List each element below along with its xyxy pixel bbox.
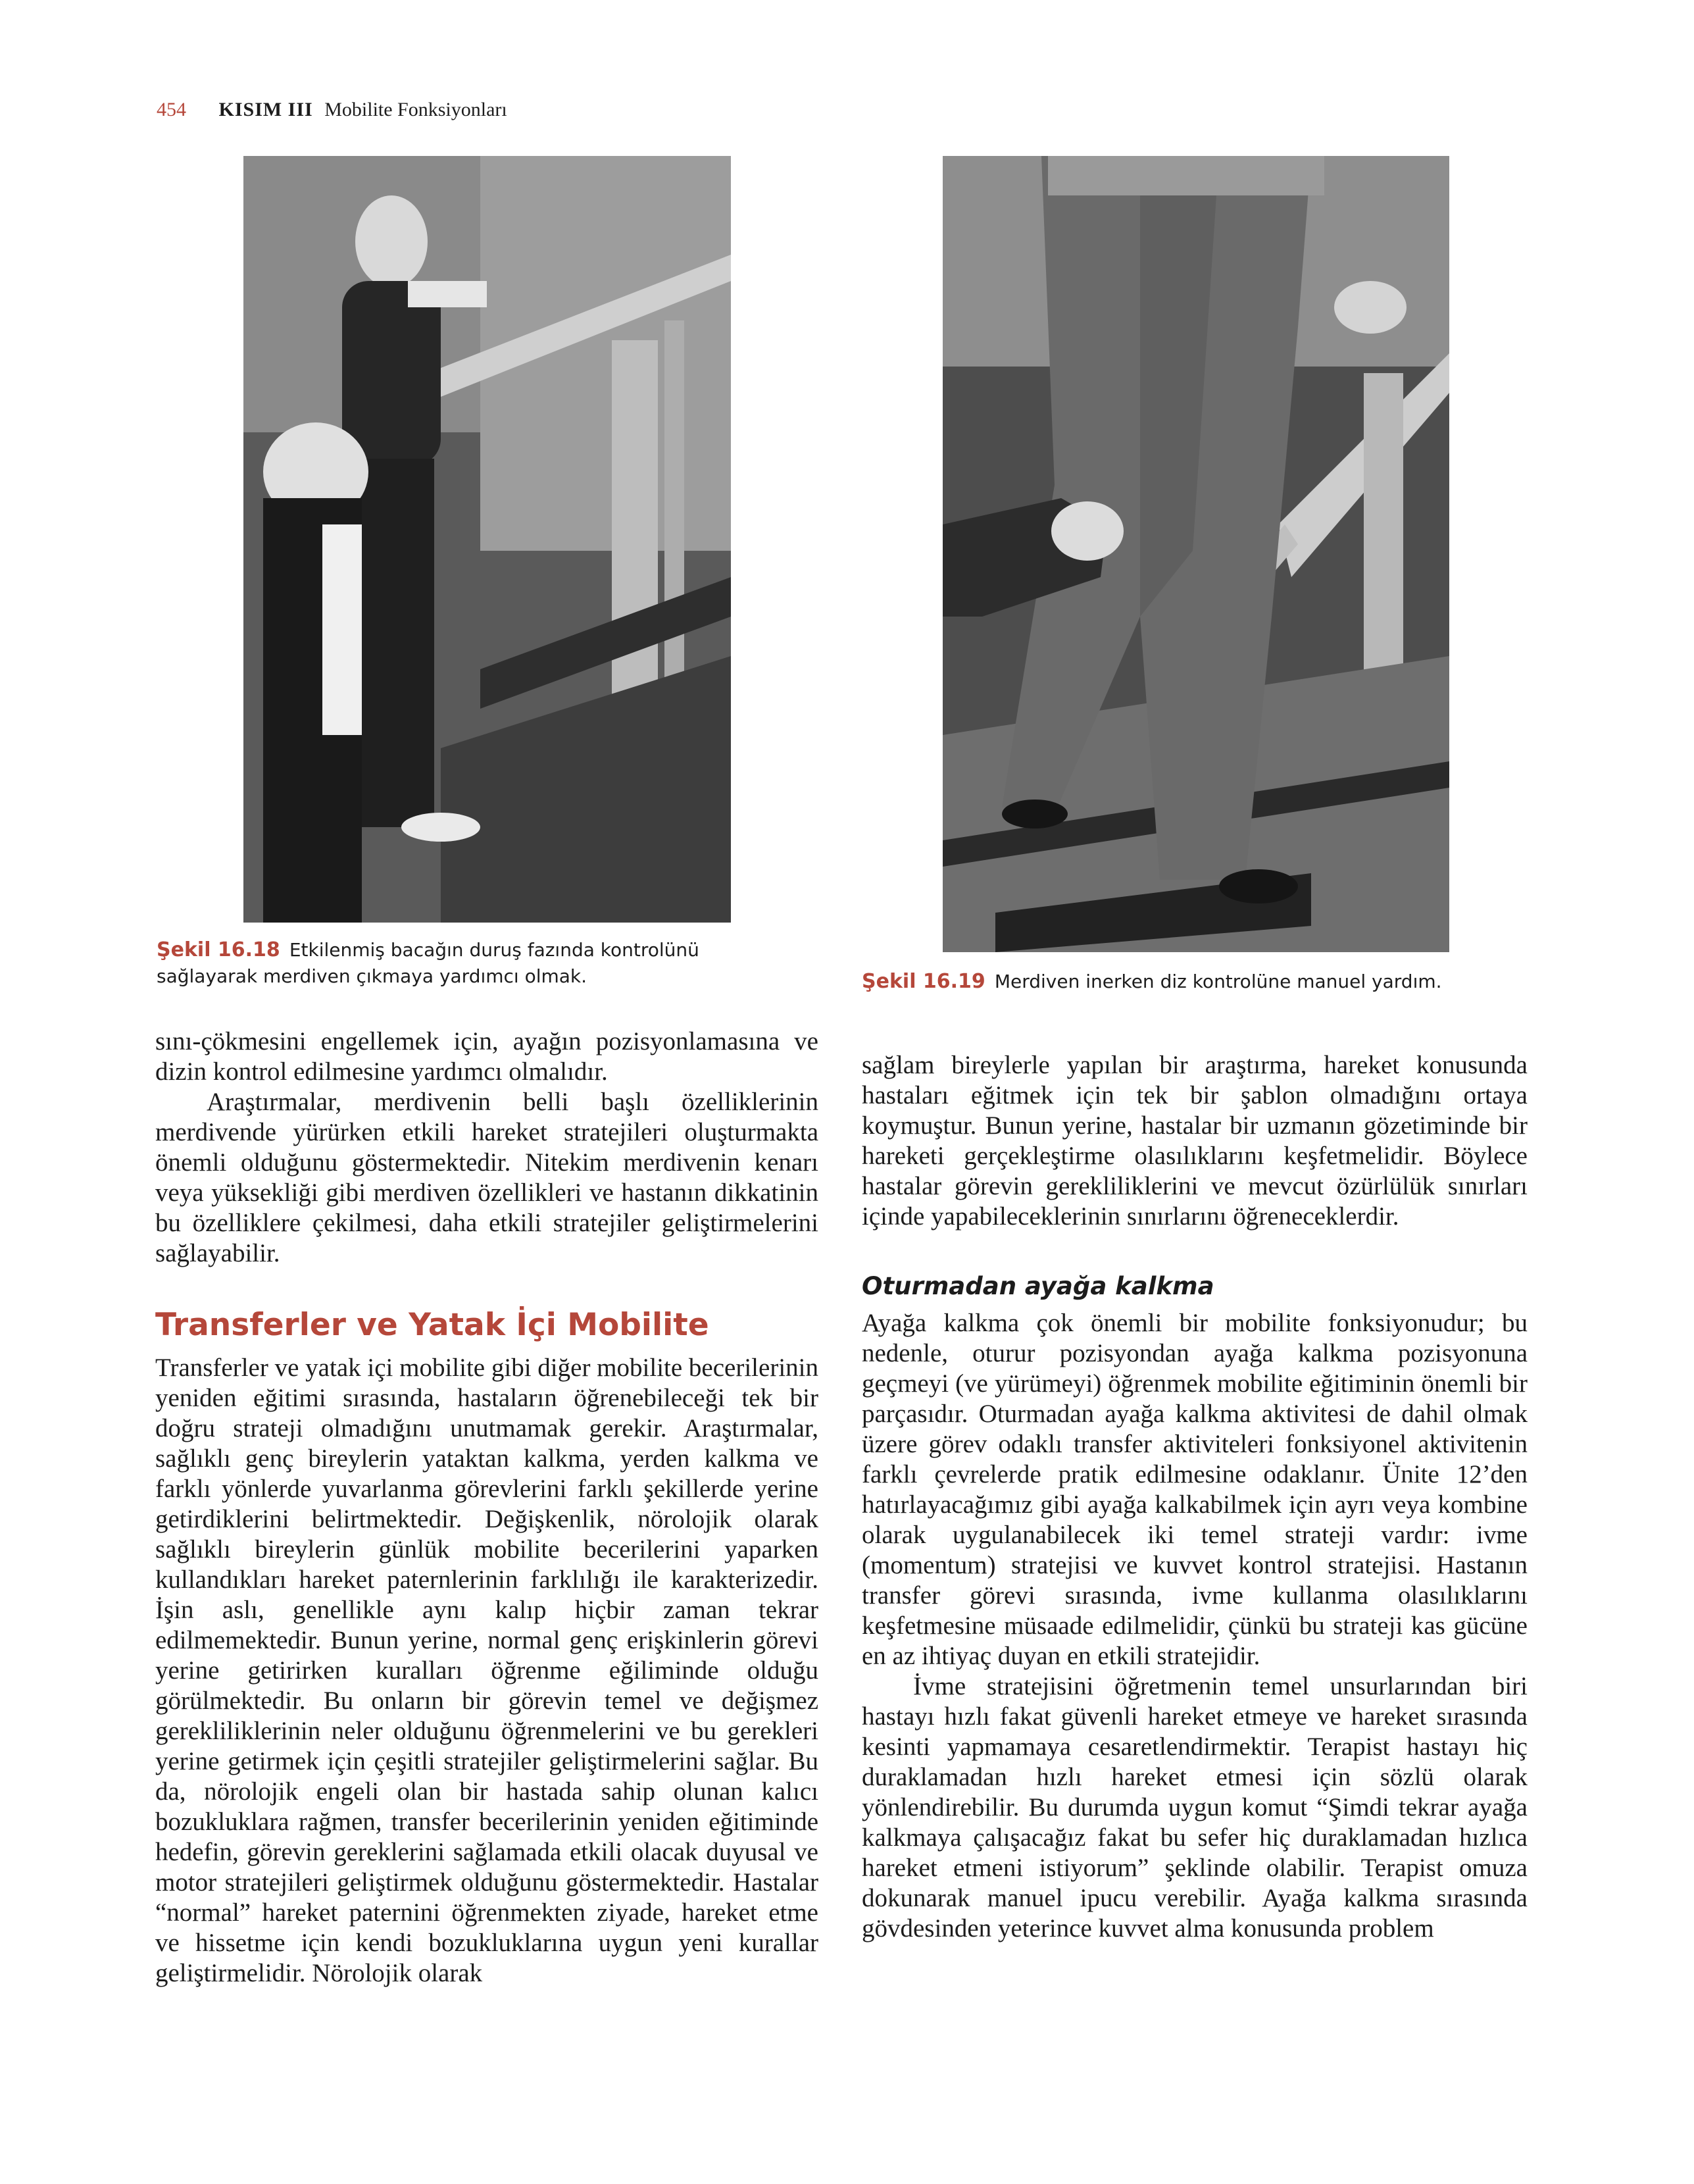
paragraph: Araştırmalar, merdivenin belli başlı özelliklerinin merdivende yürürken etkili hareket stratejileri oluşturmakta önemli olduğunu göstermektedir. Nitekim merdivenin kenarı veya yüksekliği gibi merdiven özellikleri ve hastanın dikkatinin bu özelliklere çekilmesi, daha etkili stratejiler geliştirmelerini sağlayabilir. bbox=[155, 1088, 818, 1267]
paragraph: İvme stratejisini öğretmenin temel unsurlarından biri hastayı hızlı fakat güvenli hareket etmeye ve hareket sırasında kesinti yapmamaya cesaretlendirmektir. Terapist hastayı hiç duraklamadan hızlı hareket etmesi için sözlü olarak yönlendirebilir. Bu durumda uygun komut “Şimdi tekrar ayağa kalkmaya çalışacağız fakat bu sefer hiç duraklamadan hızlıca hareket etmeni istiyorum” şeklinde olabilir. Terapist omuza dokunarak manuel ipucu verebilir. Ayağa kalkma sırasında gövdesinden yeterince kuvvet alma konusunda problem bbox=[862, 1672, 1528, 1943]
section-heading: Transferler ve Yatak İçi Mobilite bbox=[155, 1307, 709, 1343]
paragraph: sağlam bireylerle yapılan bir araştırma, hareket konusunda hastaları eğitmek için tek bir şablon olmadığını ortaya koymuştur. Bunun yerine, hastalar bir uzmanın gözetiminde bir hareketi gerçekleştirme olasılıklarını keşfetmelidir. Böylece hastalar görevin gerekliliklerini ve mevcut özürlülük sınırları içinde yapabileceklerinin sınırlarını öğreneceklerdir. bbox=[862, 1051, 1528, 1231]
figure-16-19-caption bbox=[862, 969, 1553, 995]
figure-caption-text: Merdiven inerken diz kontrolüne manuel yardım. bbox=[994, 971, 1442, 992]
paragraph: Ayağa kalkma çok önemli bir mobilite fonksiyonudur; bu nedenle, oturur pozisyondan ayağa kalkma pozisyonuna geçmeyi (ve yürümeyi) öğrenmek mobilite eğitiminin önemli bir parçasıdır. Oturmadan ayağa kalkma aktivitesi de dahil olmak üzere görev odaklı transfer aktiviteleri fonksiyonel aktivitenin farklı çevrelerde pratik edilmesine odaklanır. Ünite 12’den hatırlayacağımız gibi ayağa kalkabilmek için ayrı veya kombine olarak uygulanabilecek iki temel strateji vardır: ivme (momentum) stratejisi ve kuvvet kontrol stratejisi. Hastanın transfer görevi sırasında, ivme kullanma olasılıklarını keşfetmesine müsaade edilmelidir, çünkü bu strateji kas gücüne en az ihtiyaç duyan en etkili stratejidir. bbox=[862, 1309, 1528, 1670]
subsection-heading: Oturmadan ayağa kalkma bbox=[862, 1272, 1214, 1300]
figure-16-18-photo bbox=[243, 156, 731, 923]
part-title: Mobilite Fonksiyonları bbox=[324, 99, 507, 120]
part-label: KISIM III bbox=[218, 99, 313, 120]
figure-number: Şekil 16.19 bbox=[862, 970, 985, 993]
figure-caption-text: Etkilenmiş bacağın duruş fazında kontrolünü sağlayarak merdiven çıkmaya yardımcı olmak. bbox=[157, 939, 699, 987]
paragraph: Transferler ve yatak içi mobilite gibi diğer mobilite becerilerinin yeniden eğitimi sırasında, hastaların öğrenebileceği tek bir doğru strateji olmadığını unutmamak gerekir. Araştırmalar, sağlıklı genç bireylerin yataktan kalkma, yerden kalkma ve farklı yönlerde yuvarlanma görevlerini farklı şekillerde yerine getirdiklerini belirtmektedir. Değişkenlik, nörolojik olarak sağlıklı bireylerin günlük mobilite becerilerini yaparken kullandıkları hareket paternlerinin farklılığı ile karakterizedir. İşin aslı, genellikle aynı kalıp hiçbir zaman tekrar edilmemektedir. Bunun yerine, normal genç erişkinlerin görevi yerine getirirken kuralları öğrenme eğiliminde olduğu görülmektedir. Bu onların bir görevin temel ve değişmez gerekliliklerinin neler olduğunu öğrenmelerini ve bu gerekleri yerine getirmek için çeşitli stratejiler geliştirmelerini sağlar. Bu da, nörolojik engeli olan bir hastada sahip olunan kalıcı bozukluklara rağmen, transfer becerilerinin yeniden eğitiminde hedefin, görevin gereklerini sağlamada etkili olacak duyusal ve motor stratejileri geliştirmek olduğunu göstermektedir. Hastalar “normal” hareket paternini öğrenmekten ziyade, hareket etme ve hissetme için kendi bozukluklarına uygun yeni kurallar geliştirmelidir. Nörolojik olarak bbox=[155, 1354, 818, 1987]
right-column bbox=[862, 1050, 1528, 1944]
figure-16-19-photo bbox=[943, 156, 1449, 952]
left-column bbox=[155, 1027, 818, 1989]
figure-16-18-caption bbox=[157, 937, 749, 990]
paragraph: sını-çökmesini engellemek için, ayağın pozisyonlamasına ve dizin kontrol edilmesine yardımcı olmalıdır. bbox=[155, 1027, 818, 1086]
figure-number: Şekil 16.18 bbox=[157, 938, 280, 961]
page-number: 454 bbox=[157, 99, 186, 120]
running-header bbox=[157, 99, 507, 121]
